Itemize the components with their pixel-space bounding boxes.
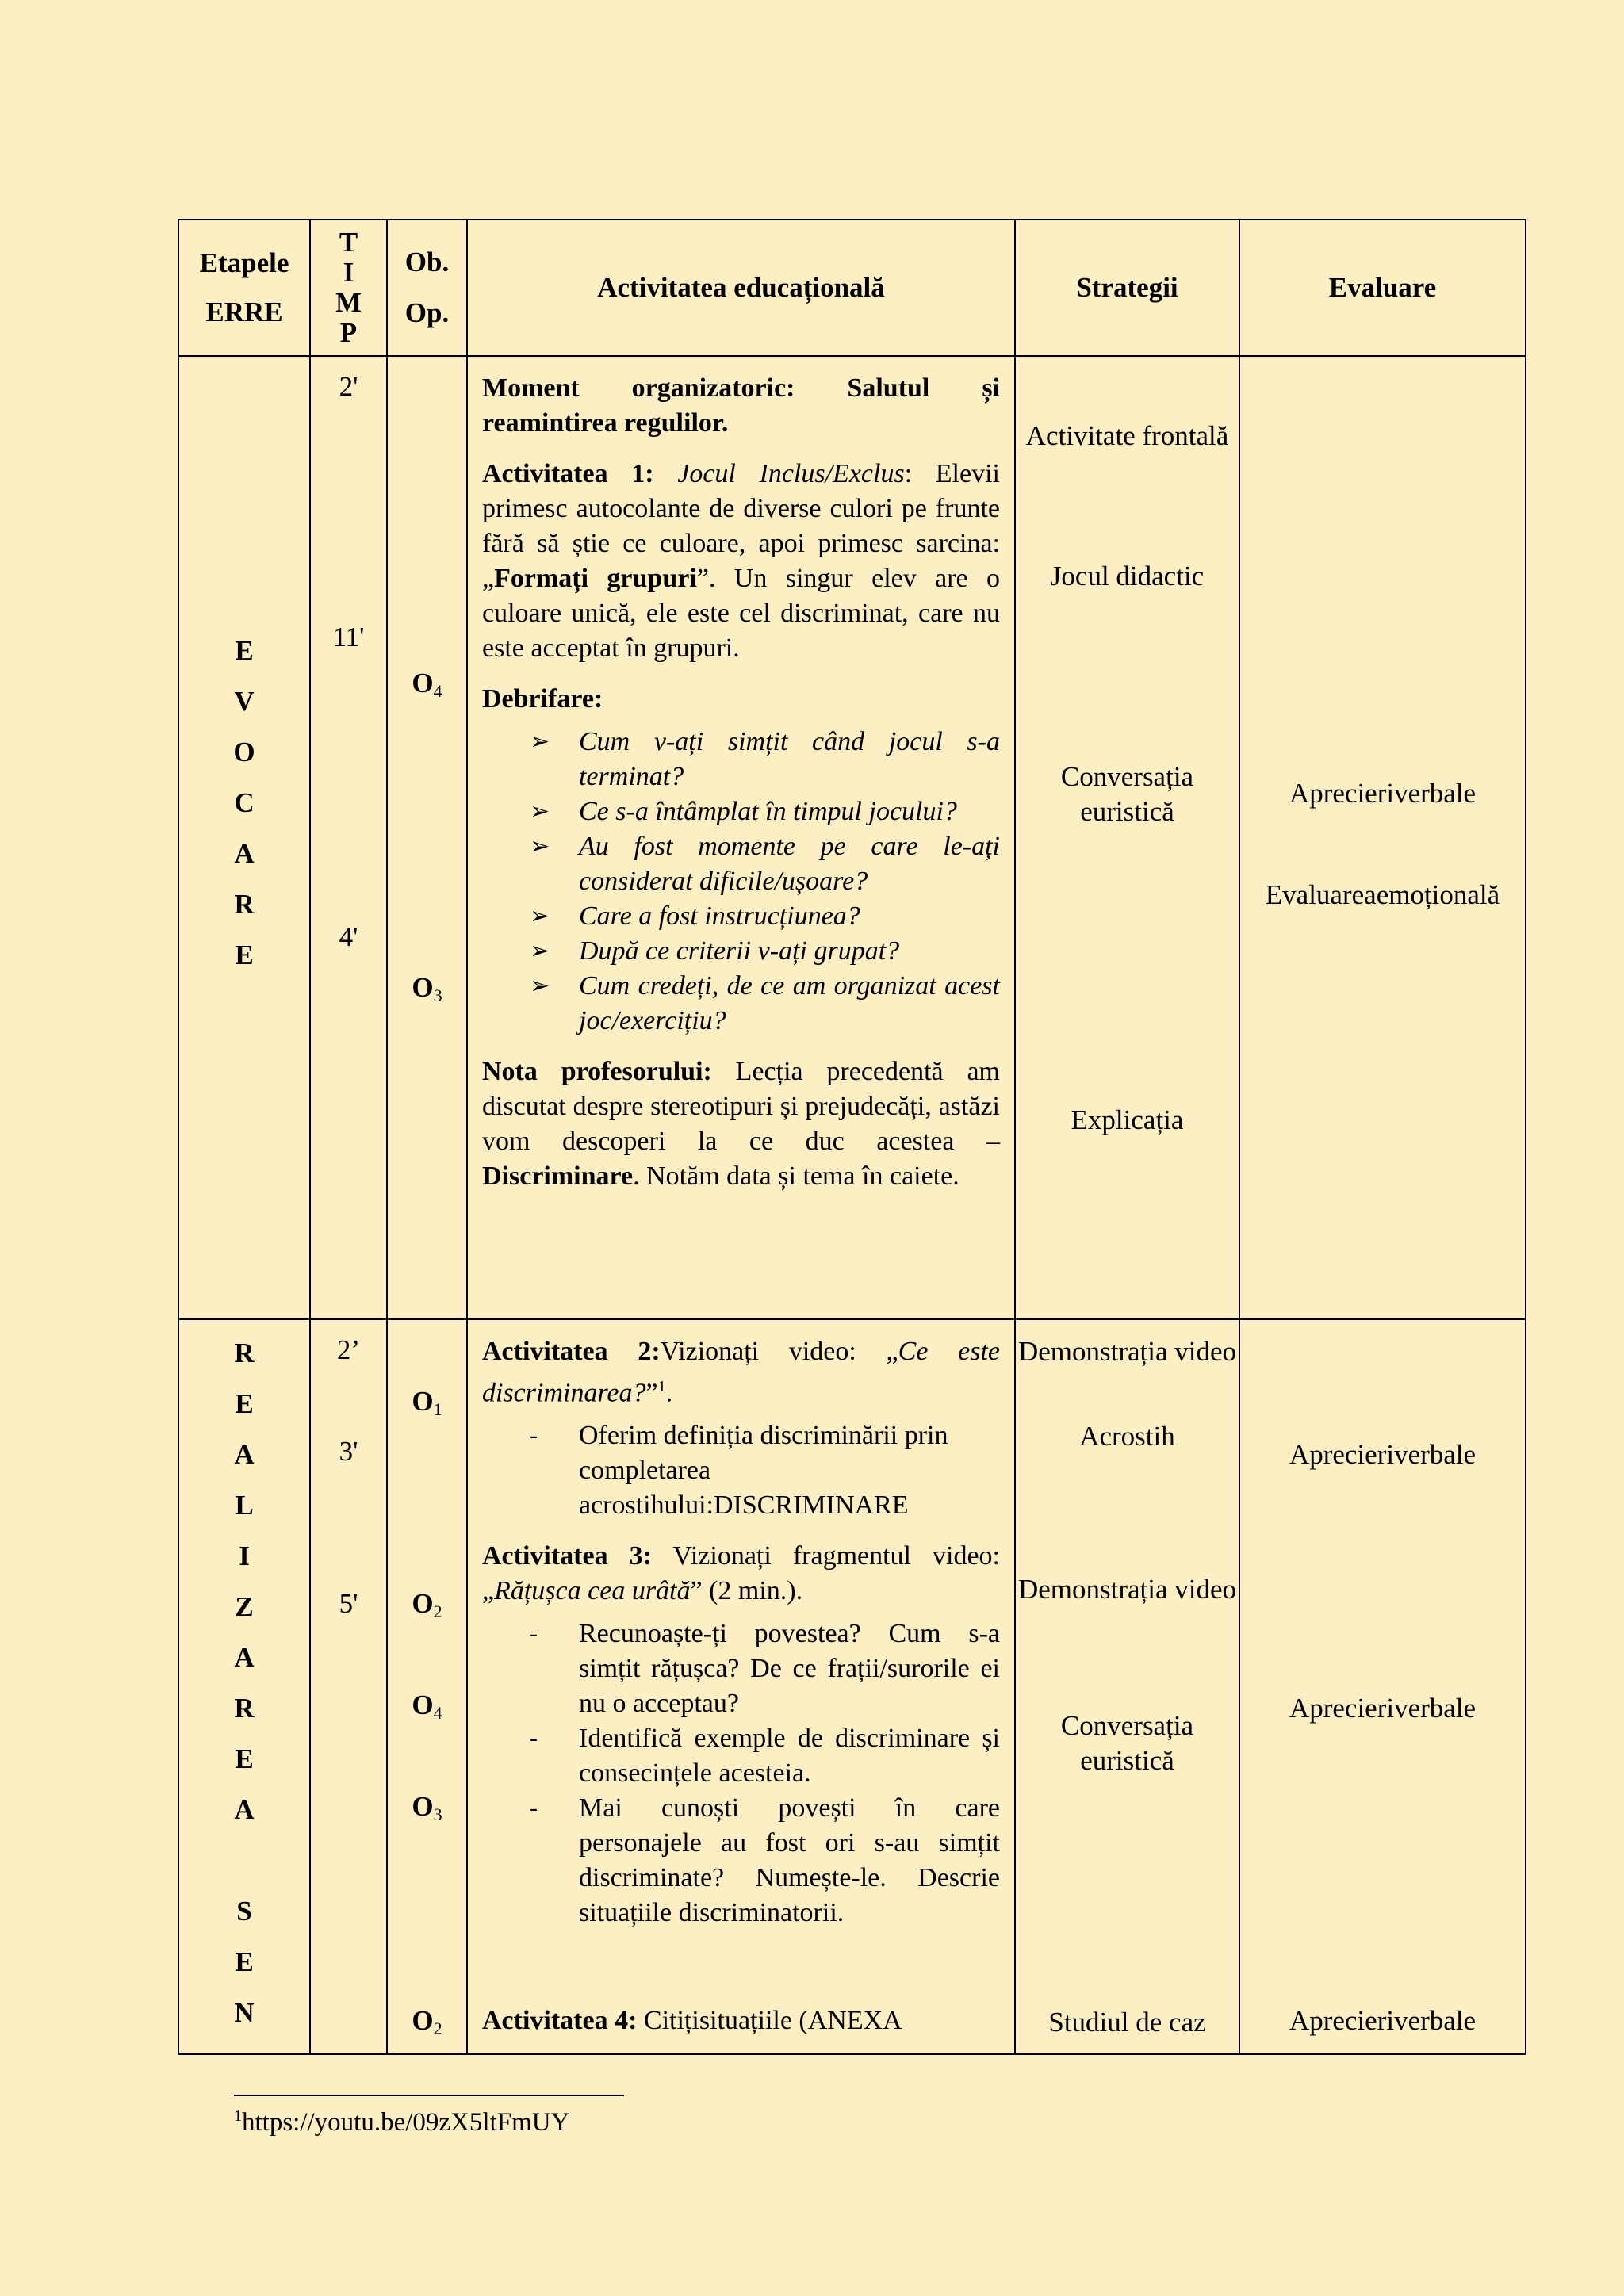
time-value: 4' xyxy=(339,921,358,952)
stage-letter: I xyxy=(239,1540,250,1571)
evocare-activity-cell xyxy=(467,356,1015,1319)
footnote-ref: 1 xyxy=(657,1378,666,1395)
realizare-evaluation-cell xyxy=(1239,1319,1526,2054)
realizare-activity-text xyxy=(468,1320,1014,2048)
list-item: ➢ Ce s-a întâmplat în timpul jocului? xyxy=(482,794,1000,829)
strategy-item: Conversația euristică xyxy=(1060,1710,1194,1776)
dash-bullet: - xyxy=(530,1422,538,1449)
debrief-title: Debrifare: xyxy=(482,684,603,714)
realizare-activity-cell xyxy=(467,1319,1015,2054)
strategy-item: Conversația euristică xyxy=(1060,761,1194,827)
stage-letter: A xyxy=(234,838,255,869)
evocare-objectives-cell xyxy=(387,356,467,1319)
dash-bullet: - xyxy=(530,1725,538,1752)
activity-1-paragraph: Activitatea 1: Jocul Inclus/Exclus: Elevii primesc autocolante de diverse culori pe frunte fără să știe ce culoare, apoi primesc sarcina: „Formați grupuri”. Un singur elev are o culoare unică, ele este cel discriminat, care nu este acceptat în grupuri. xyxy=(482,459,1001,663)
stage-letter: A xyxy=(234,1439,255,1470)
time-value: 3' xyxy=(339,1436,358,1467)
arrow-bullet-icon: ➢ xyxy=(530,973,550,999)
dash-bullet: - xyxy=(530,1795,538,1822)
evocare-stage-cell xyxy=(178,356,310,1319)
list-item: ➢ Cum credeți, de ce am organizat acest joc/exercițiu? xyxy=(482,969,1000,1039)
arrow-bullet-icon: ➢ xyxy=(530,903,550,929)
list-item: ➢ Cum v-ați simțit când jocul s-a terminat? xyxy=(482,725,1000,794)
header-objectives-line1: Ob. xyxy=(404,247,450,277)
evaluation-item: Aprecieriverbale xyxy=(1289,778,1477,809)
lesson-plan-table xyxy=(178,219,1526,2055)
stage-letter: N xyxy=(234,1997,255,2028)
strategy-item: Jocul didactic xyxy=(1050,561,1205,591)
header-objectives-line2: Op. xyxy=(404,297,450,328)
evaluation-item: Evaluareaemoțională xyxy=(1265,879,1500,910)
evocare-row xyxy=(178,356,1526,1319)
stage-letter: S xyxy=(236,1896,252,1927)
stage-letter: V xyxy=(234,686,255,717)
header-time-letter: M xyxy=(335,287,362,318)
moment-organizatoric: Moment organizatoric: Salutul și reamintirea regulilor. xyxy=(482,373,1000,438)
list-item: - Identifică exemple de discriminare și consecințele acesteia. xyxy=(482,1721,1000,1791)
dash-bullet: - xyxy=(530,1621,538,1647)
header-time-letter: T xyxy=(339,227,358,258)
header-time xyxy=(310,220,387,356)
stage-letter xyxy=(179,1835,309,1886)
strategy-item: Demonstrația video xyxy=(1017,1336,1237,1367)
teacher-note: Nota profesorului: Lecția precedentă am discutat despre stereotipuri și prejudecăți, astăzi vom descoperi la ce duc acestea – Discriminare. Notăm data și tema în caiete. xyxy=(482,1057,1001,1191)
evaluation-item: Aprecieriverbale xyxy=(1289,1439,1477,1470)
list-item: ➢ Au fost momente pe care le-ați considerat dificile/ușoare? xyxy=(482,829,1000,899)
time-value: 5' xyxy=(339,1588,358,1619)
footnote-number: 1 xyxy=(234,2107,242,2125)
objective-code: $O_3$ xyxy=(412,972,442,1005)
header-objectives xyxy=(387,220,467,356)
header-stages xyxy=(178,220,310,356)
header-time-letter: I xyxy=(343,257,354,288)
evaluation-item: Aprecieriverbale xyxy=(1289,1693,1477,1724)
realizare-strategies-cell xyxy=(1015,1319,1239,2054)
list-item: - Oferim definiția discriminării prin completarea acrostihului:DISCRIMINARE xyxy=(482,1418,1000,1523)
stage-letter: Z xyxy=(235,1591,254,1622)
objective-code: $O_1$ xyxy=(412,1386,442,1419)
strategy-item: Activitate frontală xyxy=(1025,420,1229,451)
strategy-item: Acrostih xyxy=(1079,1421,1175,1452)
strategy-item: Studiul de caz xyxy=(1048,2007,1206,2038)
activity-3-paragraph: Activitatea 3: Vizionați fragmentul video: „Rățușca cea urâtă” (2 min.). xyxy=(482,1541,1000,1606)
header-activity: Activitatea educațională xyxy=(467,220,1015,356)
activity-3-list xyxy=(482,1617,1000,1931)
stage-letter: E xyxy=(235,1946,254,1977)
evocare-stage-letters xyxy=(179,357,309,981)
stage-letter: R xyxy=(234,1693,255,1724)
stage-letter: E xyxy=(235,635,254,666)
footnote-separator xyxy=(234,2095,624,2096)
stage-letter: E xyxy=(235,1388,254,1419)
list-item: - Mai cunoști povești în care personajele au fost ori s-au simțit discriminate? Numește-le. Descrie situațiile discriminatorii. xyxy=(482,1791,1000,1931)
stage-letter: A xyxy=(234,1642,255,1673)
evocare-strategies-cell xyxy=(1015,356,1239,1319)
footnote xyxy=(234,2107,569,2137)
stage-letter: L xyxy=(235,1490,254,1521)
stage-letter: O xyxy=(233,737,255,767)
objective-code: $O_4$ xyxy=(412,1689,442,1723)
strategy-item: Demonstrația video xyxy=(1017,1574,1237,1605)
header-strategies: Strategii xyxy=(1015,220,1239,356)
arrow-bullet-icon: ➢ xyxy=(530,729,550,755)
arrow-bullet-icon: ➢ xyxy=(530,938,550,964)
objective-code: $O_4$ xyxy=(412,668,442,701)
objective-code: $O_3$ xyxy=(412,1791,442,1824)
evocare-evaluation-cell xyxy=(1239,356,1526,1319)
stage-letter: E xyxy=(235,1743,254,1774)
time-value: 2’ xyxy=(336,1334,361,1365)
list-item: ➢ După ce criterii v-ați grupat? xyxy=(482,934,1000,969)
arrow-bullet-icon: ➢ xyxy=(530,833,550,859)
time-value: 11' xyxy=(332,622,365,652)
list-item: ➢ Care a fost instrucțiunea? xyxy=(482,899,1000,934)
objective-code: $O_2$ xyxy=(412,1588,442,1621)
realizare-row xyxy=(178,1319,1526,2054)
objective-code: $O_2$ xyxy=(412,2005,442,2038)
table-header-row xyxy=(178,220,1526,356)
header-stages-line2: ERRE xyxy=(205,297,283,327)
evocare-activity-text xyxy=(468,357,1014,1203)
evaluation-item: Aprecieriverbale xyxy=(1289,2005,1477,2036)
stage-letter: R xyxy=(234,1337,255,1368)
time-value: 2' xyxy=(339,371,358,402)
strategy-item: Explicația xyxy=(1071,1104,1184,1135)
arrow-bullet-icon: ➢ xyxy=(530,798,550,825)
header-time-letter: P xyxy=(339,317,358,348)
realizare-stage-letters xyxy=(179,1320,309,2038)
header-evaluation: Evaluare xyxy=(1239,220,1526,356)
realizare-time-cell xyxy=(310,1319,387,2054)
evocare-time-cell xyxy=(310,356,387,1319)
activity-2-paragraph: Activitatea 2:Vizionați video: „Ce este discriminarea?”$^1$. xyxy=(482,1337,1000,1408)
activity-2-list xyxy=(482,1418,1000,1523)
realizare-stage-cell xyxy=(178,1319,310,2054)
debrief-questions xyxy=(482,725,1000,1039)
realizare-objectives-cell xyxy=(387,1319,467,2054)
list-item: - Recunoaște-ți povestea? Cum s-a simțit rățușca? De ce frații/surorile ei nu o acceptau? xyxy=(482,1617,1000,1721)
header-stages-line1: Etapele xyxy=(199,247,289,278)
activity-4-paragraph: Activitatea 4: Citițisituațiile (ANEXA xyxy=(482,2006,902,2036)
stage-letter: C xyxy=(234,787,255,818)
footnote-url[interactable]: https://youtu.be/09zX5ltFmUY xyxy=(242,2108,570,2137)
stage-letter: A xyxy=(234,1794,255,1825)
stage-letter: E xyxy=(235,939,254,970)
stage-letter: R xyxy=(234,889,255,920)
